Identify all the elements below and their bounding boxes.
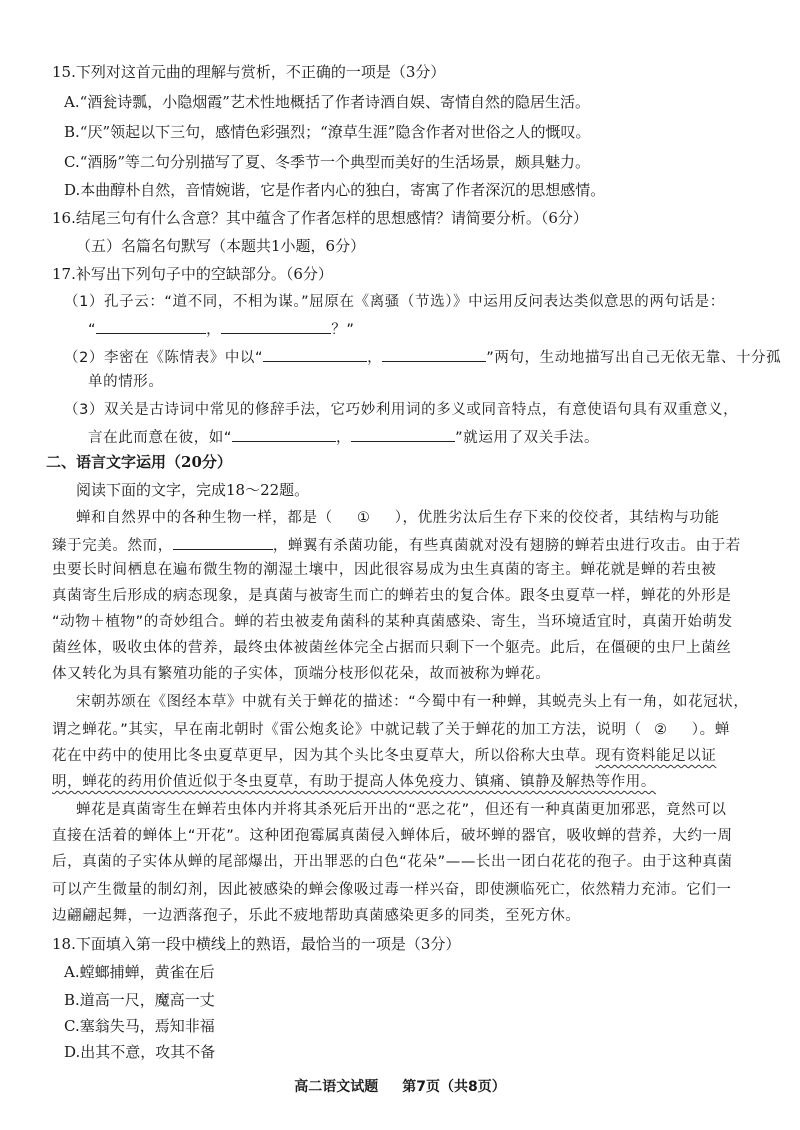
q15-stem: 15.下列对这首元曲的理解与赏析，不正确的一项是（3分） <box>52 63 446 81</box>
q18-stem: 18.下面填入第一段中横线上的熟语，最恰当的一项是（3分） <box>52 935 461 953</box>
q17-item1-blank-2 <box>221 318 331 334</box>
passage-p2-line3 <box>52 746 716 766</box>
q17-item3-blank-2 <box>351 426 455 442</box>
q17-item2-comma: ， <box>367 350 383 366</box>
passage-p1-line5: “动物＋植物”的奇妙组合。蝉的若虫被麦角菌科的某种真菌感染、寄生，当环境适宜时，真菌开始萌发 <box>52 614 733 630</box>
q17-item2-blank-2 <box>382 346 486 362</box>
passage-p2-wavy-sentence-end: 明，蝉花的药用价值近似于冬虫夏草，有助于提高人体免疫力、镇痛、镇静及解热等作用。 <box>52 774 656 790</box>
passage-p3-line3: 后，真菌的子实体从蝉的尾部爆出，开出罪恶的白色“花朵”——长出一团白花花的孢子。由于这种真菌 <box>52 854 733 870</box>
blank-marker-1: ① <box>356 510 371 526</box>
blank-marker-2: ② <box>653 722 668 738</box>
passage-p2-line4 <box>52 772 656 792</box>
q16-stem: 16.结尾三句有什么含意？其中蕴含了作者怎样的思想感情？请简要分析。（6分） <box>52 209 588 227</box>
footer-exam-title: 高二语文试题 <box>294 1079 379 1095</box>
q17-item3-comma: ， <box>336 430 352 446</box>
passage-p3-line5: 边翩翩起舞，一边洒落孢子，乐此不疲地帮助真菌感染更多的同类，至死方休。 <box>52 908 581 924</box>
q15-option-d: D.本曲醇朴自然，音情婉谐，它是作者内心的独白，寄寓了作者深沉的思想感情。 <box>64 181 606 199</box>
q18-option-b: B.道高一尺，魔高一丈 <box>64 991 215 1009</box>
passage-idiom-blank <box>173 534 273 550</box>
q17-item3-blank-1 <box>232 426 336 442</box>
section5-heading: （五）名篇名句默写（本题共1小题，6分） <box>76 237 366 255</box>
q17-item1-blank-1 <box>96 318 206 334</box>
q18-option-a: A.螳螂捕蝉，黄雀在后 <box>64 963 215 981</box>
passage-p3-line1: 蝉花是真菌寄生在蝉若虫体内并将其杀死后开出的“恶之花”，但还有一种真菌更加邪恶，竟然可以 <box>76 802 727 818</box>
passage-p2-line3-plain: 花在中药中的使用比冬虫夏草更早，因为其个头比冬虫夏草大，所以俗称大虫草。 <box>52 748 596 764</box>
passage-p1-line3: 虫要长时间栖息在遍布微生物的潮湿土壤中，因此很容易成为虫生真菌的寄主。蝉花就是蝉的若虫被 <box>52 562 717 578</box>
q17-item1-close-quote: ？” <box>331 322 355 338</box>
q17-item1-comma: ， <box>206 322 222 338</box>
q17-item1-line2 <box>88 318 354 340</box>
q17-item3-line2 <box>88 426 599 448</box>
q17-item2-line2: 单的情形。 <box>88 374 164 390</box>
q15-option-c: C.“酒肠”等二句分别描写了夏、冬季节一个典型而美好的生活场景，颇具魅力。 <box>64 153 591 171</box>
passage-p1-line1-after: ），优胜劣汰后生存下来的佼佼者，其结构与功能 <box>394 510 720 526</box>
passage-p1-line2 <box>52 534 741 556</box>
passage-p1-line4: 真菌寄生后形成的病态现象，是真菌与被寄生而亡的蝉若虫的复合体。跟冬虫夏草一样，蝉花的外形是 <box>52 588 732 604</box>
q18-option-c: C.塞翁失马，焉知非福 <box>64 1017 215 1035</box>
passage-p2-line2-before: 谓之蝉花。”其实，早在南北朝时《雷公炮炙论》中就记载了关于蝉花的加工方法，说明（ <box>52 722 642 738</box>
q15-option-b: B.“厌”领起以下三句，感情色彩强烈；“潦草生涯”隐含作者对世俗之人的慨叹。 <box>64 123 591 141</box>
passage-p1-line1 <box>76 508 720 528</box>
q17-item2-after: ”两句，生动地描写出自己无依无靠、十分孤 <box>486 350 782 366</box>
footer-page-number: 第7页（共8页） <box>402 1079 506 1095</box>
passage-p1-line1-before: 蝉和自然界中的各种生物一样，都是（ <box>76 510 333 526</box>
passage-p1-line6: 菌丝体，吸收虫体的营养，最终虫体被菌丝体完全占据而只剩下一个躯壳。此后，在僵硬的虫尸上菌丝 <box>52 640 732 656</box>
page-footer <box>0 1076 800 1096</box>
q15-option-a: A.“酒瓮诗瓢，小隐烟霞”艺术性地概括了作者诗酒自娱、寄情自然的隐居生活。 <box>64 93 590 111</box>
q17-item2-line1 <box>64 346 781 368</box>
passage-p1-line2-after: ，蝉翼有杀菌功能，有些真菌就对没有翅膀的蝉若虫进行攻击。由于若 <box>272 538 741 554</box>
q18-option-d: D.出其不意，攻其不备 <box>64 1043 216 1061</box>
q17-item2-before: （2）李密在《陈情表》中以“ <box>64 350 264 366</box>
q17-item2-blank-1 <box>263 346 367 362</box>
part2-intro: 阅读下面的文字，完成18～22题。 <box>76 481 310 499</box>
part2-heading: 二、语言文字运用（20分） <box>46 453 232 471</box>
passage-p1-line2-before: 臻于完美。然而， <box>52 538 173 554</box>
q17-item3-before: 言在此而意在彼，如“ <box>88 430 233 446</box>
passage-p3-line4: 可以产生微量的制幻剂，因此被感染的蝉会像吸过毒一样兴奋，即使濒临死亡，依然精力充沛。它们一 <box>52 882 732 898</box>
q17-item3-line1: （3）双关是古诗词中常见的修辞手法，它巧妙利用词的多义或同音特点，有意使语句具有双重意义， <box>64 402 739 418</box>
passage-p3-line2: 直接在活着的蝉体上“开花”。这种团孢霉属真菌侵入蝉体后，破坏蝉的器官，吸收蝉的营养，大约一周 <box>52 828 733 844</box>
q17-item1-open-quote: “ <box>88 322 97 338</box>
passage-p2-line2-after: ）。蝉 <box>691 722 730 738</box>
q17-stem: 17.补写出下列句子中的空缺部分。（6分） <box>52 265 333 283</box>
passage-p2-wavy-sentence-start: 现有资料能足以证 <box>595 748 717 764</box>
q17-item3-after: ”就运用了双关手法。 <box>455 430 600 446</box>
q17-item1-line1: （1）孔子云：“道不同，不相为谋。”屈原在《离骚（节选）》中运用反问表达类似意思的两句话是： <box>64 294 725 310</box>
passage-p1-line7: 体又转化为具有繁殖功能的子实体，顶端分枝形似花朵，故而被称为蝉花。 <box>52 666 551 682</box>
passage-p2-line1: 宋朝苏颂在《图经本草》中就有关于蝉花的描述：“今蜀中有一种蝉，其蜕壳头上有一角，如花冠状， <box>76 694 749 710</box>
passage-p2-line2 <box>52 720 730 740</box>
